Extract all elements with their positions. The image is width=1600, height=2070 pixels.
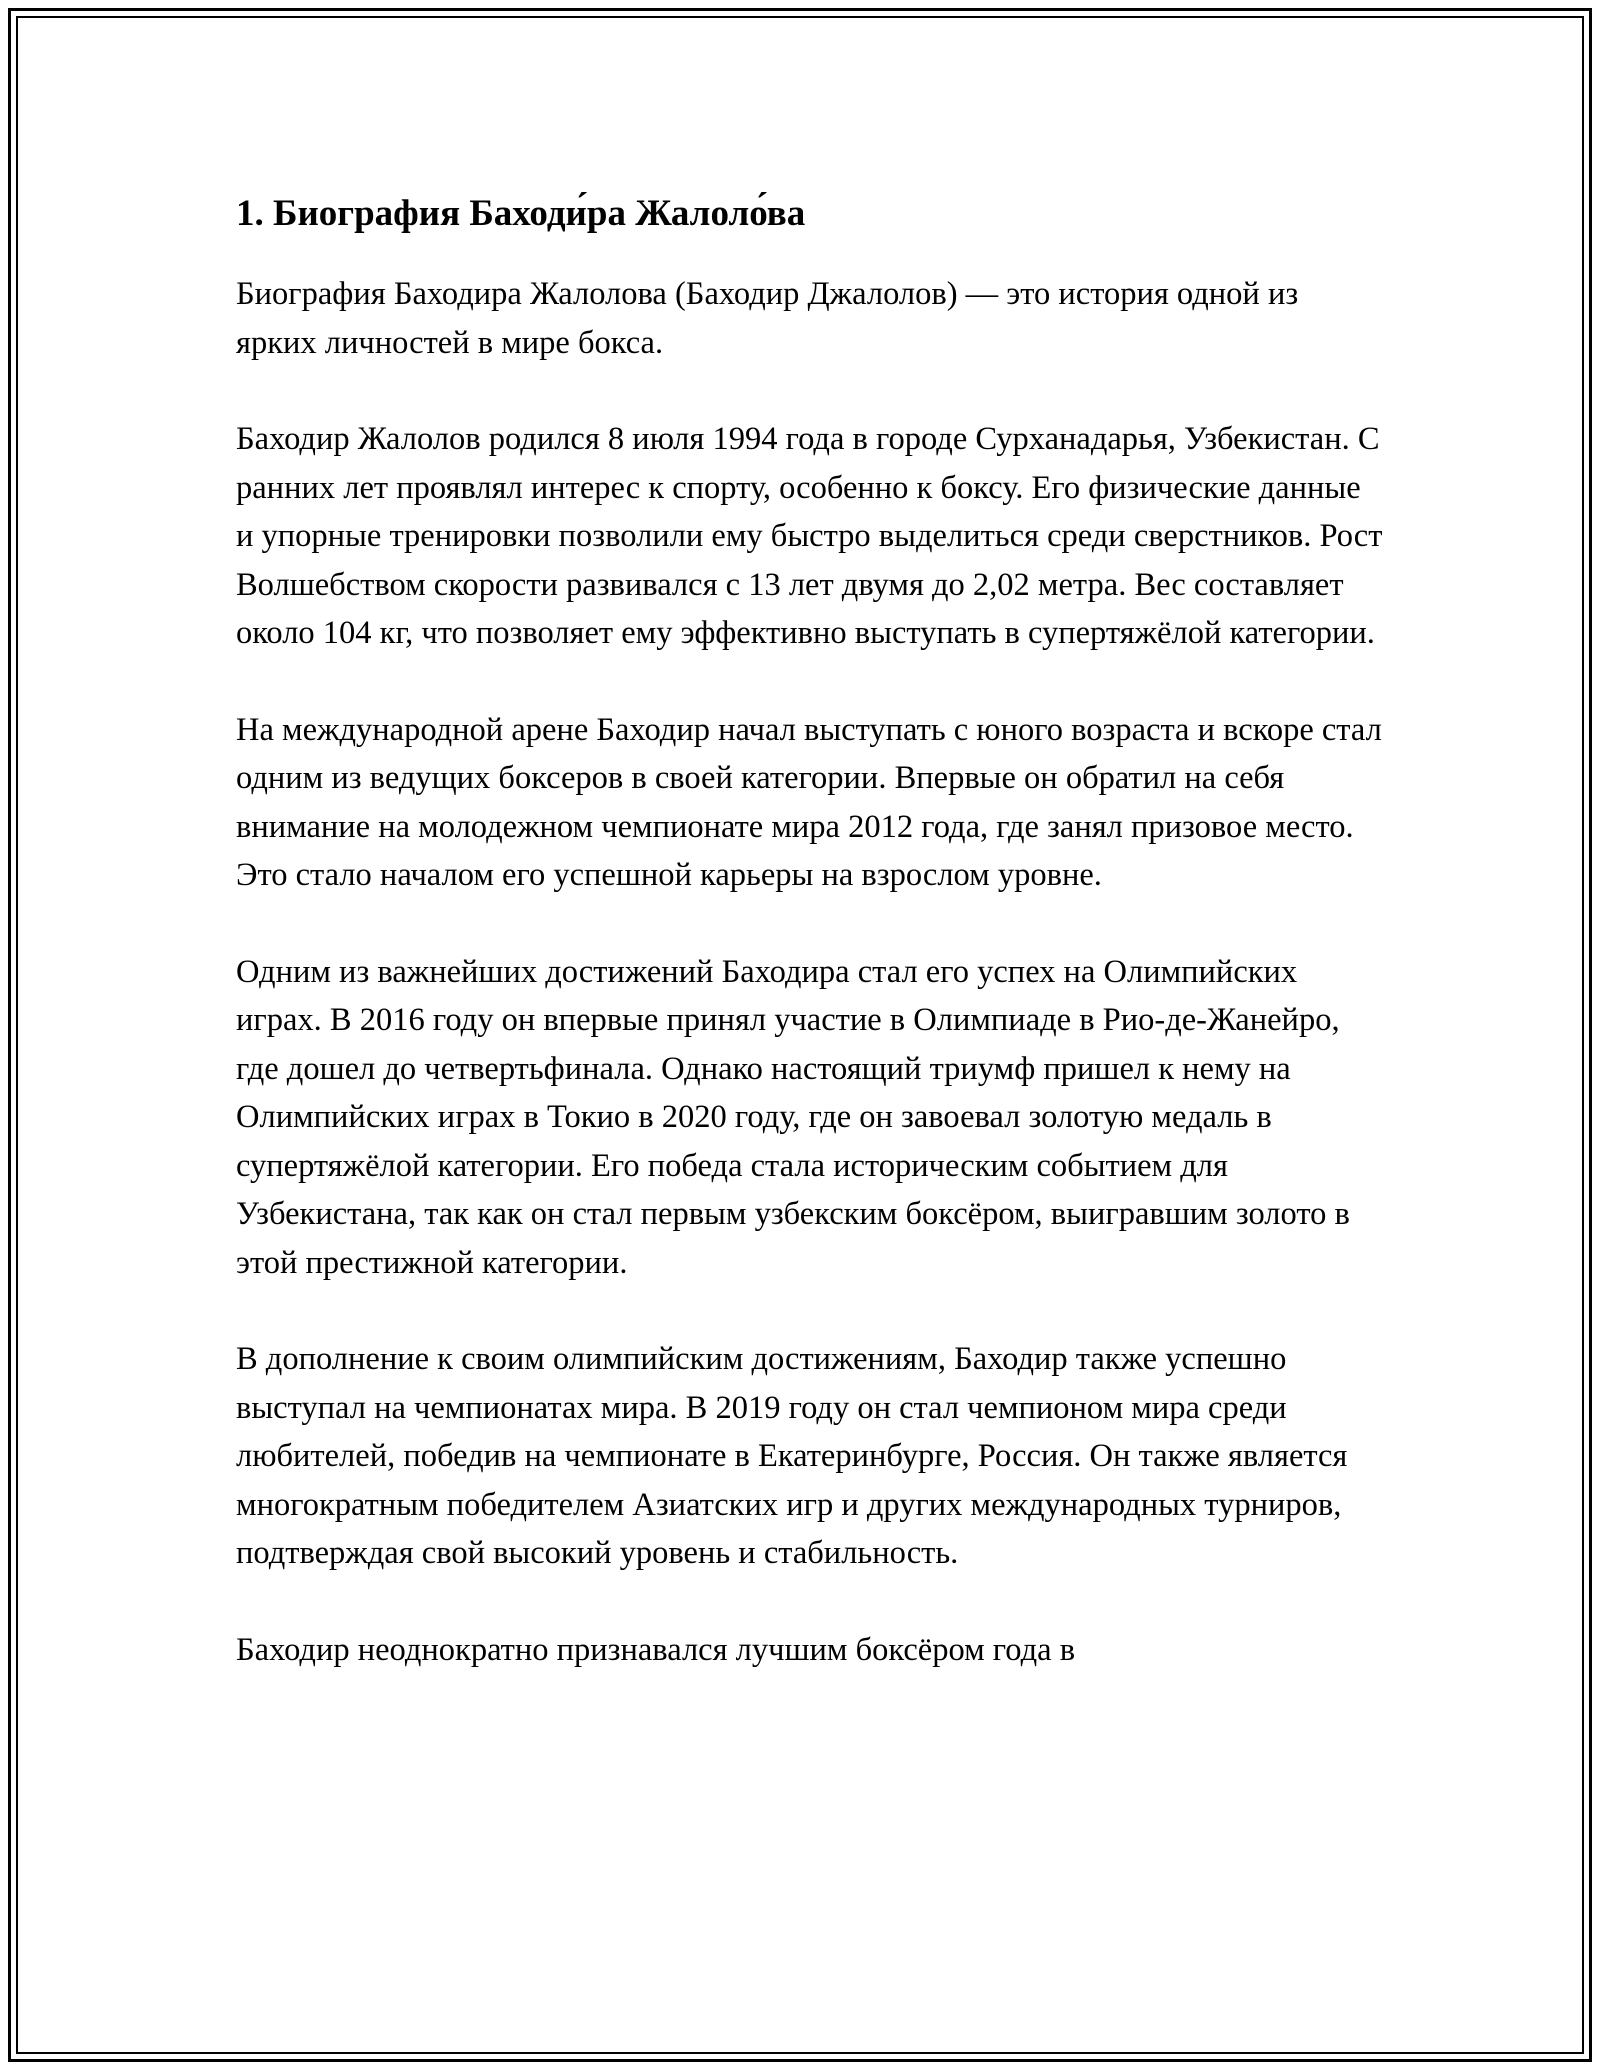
document-body bbox=[236, 180, 1386, 1722]
paragraph-olympics: Одним из важнейших достижений Баходира стал его успех на Олимпийских играх. В 2016 году он впервые принял участие в Олимпиаде в Рио-де-Жанейро, где дошел до четвертьфинала. Однако настоящий триумф пришел к нему на Олимпийских играх в Токио в 2020 году, где он завоевал золотую медаль в супертяжёлой категории. Его победа стала историческим событием для Узбекистана, так как он стал первым узбекским боксёром, выигравшим золото в этой престижной категории. bbox=[236, 953, 1350, 1281]
paragraph-international-career: На международной арене Баходир начал выступать с юного возраста и вскоре стал одним из ведущих боксеров в своей категории. Впервые он обратил на себя внимание на молодежном чемпионате мира 2012 года, где занял призовое место. Это стало началом его успешной карьеры на взрослом уровне. bbox=[236, 711, 1382, 893]
paragraph-early-life: Баходир Жалолов родился 8 июля 1994 года в городе Сурханадарья, Узбекистан. С ранних лет проявлял интерес к спорту, особенно к боксу. Его физические данные и упорные тренировки позволили ему быстро выделиться среди сверстников. Рост Волшебством скорости развивался с 13 лет двумя до 2,02 метра. Вес составляет около 104 кг, что позволяет ему эффективно выступать в супертяжёлой категории. bbox=[236, 421, 1383, 651]
paragraph-awards: Баходир неоднократно признавался лучшим боксёром года в bbox=[236, 1631, 1076, 1668]
paragraph-world-championships: В дополнение к своим олимпийским достижениям, Баходир также успешно выступал на чемпионатах мира. В 2019 году он стал чемпионом мира среди любителей, победив на чемпионате в Екатеринбурге, Россия. Он также является многократным победителем Азиатских игр и других международных турниров, подтверждая свой высокий уровень и стабильность. bbox=[236, 1341, 1348, 1571]
document-title: 1. Биография Баходи́ра Жалоло́ва bbox=[236, 193, 806, 234]
paragraph-intro: Биография Баходира Жалолова (Баходир Джалолов) — это история одной из ярких личностей в мире бокса. bbox=[236, 276, 1299, 361]
